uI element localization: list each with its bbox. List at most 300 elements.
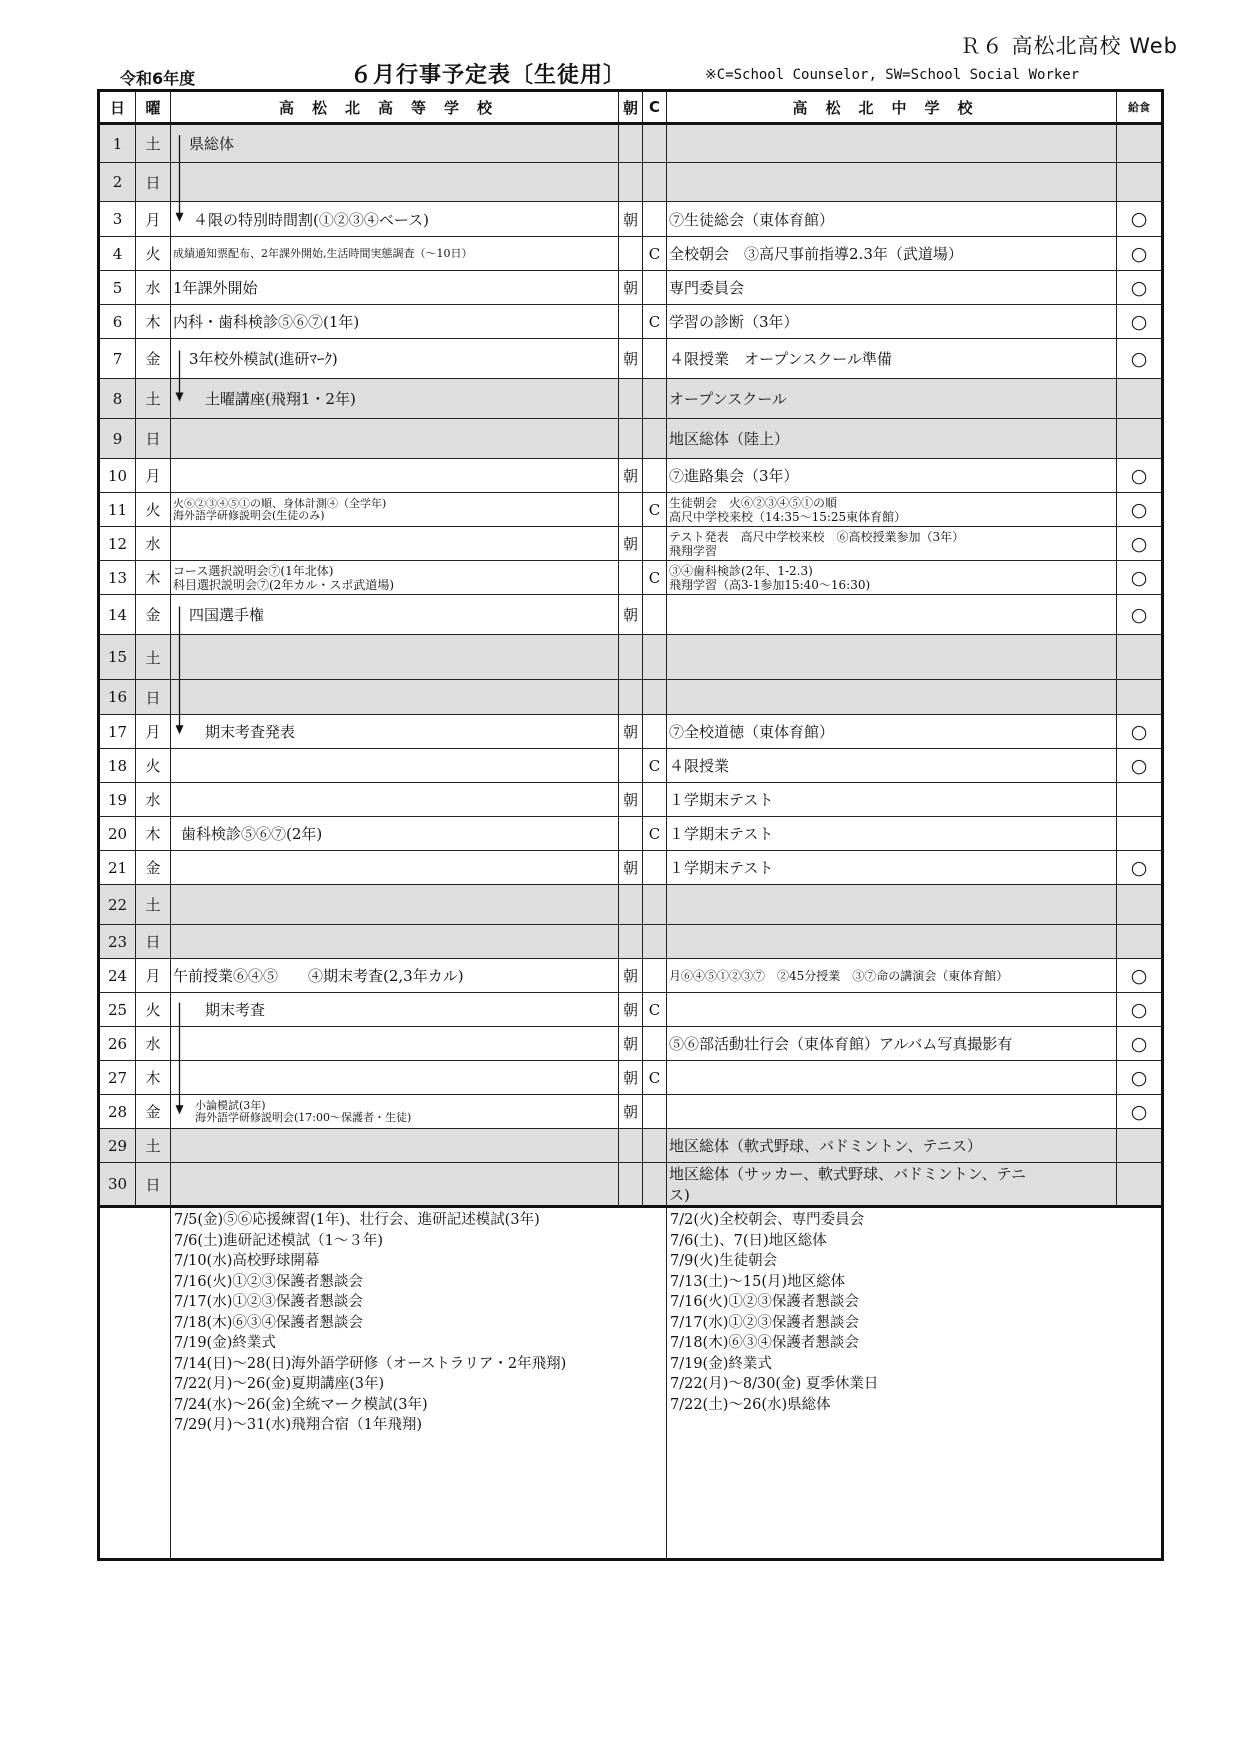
asa-mark: [619, 305, 643, 339]
asa-mark: 朝: [619, 993, 643, 1027]
table-row: [99, 595, 1163, 635]
junior-high-event: [667, 124, 1117, 163]
col-header-c: C: [643, 91, 667, 124]
asa-mark: 朝: [619, 202, 643, 237]
high-school-event: [171, 163, 619, 202]
day-number: 10: [99, 459, 136, 493]
day-number: 12: [99, 527, 136, 561]
high-school-event: [171, 379, 619, 419]
note-line: 7/24(水)～26(金)全統マーク模試(3年): [174, 1396, 428, 1413]
table-row: [99, 237, 1163, 271]
junior-high-event: [667, 561, 1117, 595]
weekday: 日: [136, 925, 171, 959]
weekday: 水: [136, 527, 171, 561]
table-row: [99, 817, 1163, 851]
high-school-event: [171, 1095, 619, 1129]
lunch-mark: [1117, 885, 1163, 925]
event-text: 地区総体（サッカー、軟式野球、バドミントン、テニ: [669, 1165, 1027, 1183]
asa-mark: [619, 419, 643, 459]
junior-high-event: [667, 715, 1117, 749]
event-text: ４限の特別時間割(①②③④ベース): [193, 210, 429, 229]
event-text: 成績通知票配布、2年課外開始,生活時間実態調査（～10日）: [173, 246, 473, 260]
lunch-mark: ○: [1117, 595, 1163, 635]
counselor-mark: [643, 339, 667, 379]
col-header-day: 日: [99, 91, 136, 124]
table-row: [99, 1163, 1163, 1207]
junior-high-event: [667, 749, 1117, 783]
table-row: [99, 202, 1163, 237]
note-line: 7/6(土)、7(日)地区総体: [670, 1232, 827, 1249]
note-line: 7/10(水)高校野球開幕: [174, 1253, 320, 1269]
event-text: 全校朝会 ③高尺事前指導2.3年（武道場）: [669, 245, 963, 263]
asa-mark: [619, 817, 643, 851]
day-number: 19: [99, 783, 136, 817]
asa-mark: [619, 561, 643, 595]
counselor-mark: C: [643, 817, 667, 851]
junior-high-event: [667, 595, 1117, 635]
note-line: 7/16(火)①②③保護者懇談会: [670, 1294, 859, 1310]
note-line: 7/19(金)終業式: [670, 1355, 772, 1372]
table-row: [99, 635, 1163, 680]
counselor-mark: [643, 959, 667, 993]
high-school-event: [171, 851, 619, 885]
event-text: 火⑥②③④⑤①の順、身体計測④（全学年): [173, 496, 387, 510]
day-number: 20: [99, 817, 136, 851]
weekday: 土: [136, 124, 171, 163]
table-row: [99, 1129, 1163, 1163]
high-school-event: [171, 925, 619, 959]
asa-mark: [619, 1163, 643, 1207]
event-text: ⑦生徒総会（東体育館）: [669, 210, 835, 229]
event-text: 海外語学研修説明会(生徒のみ): [173, 508, 325, 522]
counselor-mark: [643, 459, 667, 493]
high-school-event: [171, 595, 619, 635]
counselor-mark: C: [643, 1061, 667, 1095]
note-line: 7/17(水)①②③保護者懇談会: [174, 1294, 363, 1310]
counselor-mark: [643, 202, 667, 237]
day-number: 27: [99, 1061, 136, 1095]
asa-mark: 朝: [619, 1027, 643, 1061]
table-row: [99, 305, 1163, 339]
event-text: ⑤⑥部活動壮行会（東体育館）アルバム写真撮影有: [669, 1035, 1013, 1053]
counselor-mark: C: [643, 993, 667, 1027]
table-row: [99, 851, 1163, 885]
event-text: 1年課外開始: [173, 279, 258, 297]
note-line: 7/19(金)終業式: [174, 1335, 276, 1351]
event-text: 地区総体（陸上）: [669, 430, 790, 448]
day-number: 28: [99, 1095, 136, 1129]
counselor-mark: [643, 271, 667, 305]
event-text: オープンスクール: [669, 390, 787, 408]
high-school-event: [171, 783, 619, 817]
high-school-event: [171, 493, 619, 527]
col-header-weekday: 曜: [136, 91, 171, 124]
lunch-mark: [1117, 635, 1163, 680]
table-row: [99, 993, 1163, 1027]
day-number: 26: [99, 1027, 136, 1061]
event-text: ４限授業: [669, 757, 730, 775]
counselor-mark: [643, 715, 667, 749]
weekday: 金: [136, 851, 171, 885]
weekday: 金: [136, 595, 171, 635]
note-line: 7/22(土)～26(水)県総体: [670, 1396, 831, 1413]
table-header: [99, 91, 1163, 124]
asa-mark: 朝: [619, 783, 643, 817]
counselor-mark: [643, 885, 667, 925]
junior-high-event: [667, 1163, 1117, 1207]
table-row: [99, 339, 1163, 379]
event-text: １学期末テスト: [669, 859, 774, 877]
day-number: 17: [99, 715, 136, 749]
asa-mark: 朝: [619, 1061, 643, 1095]
lunch-mark: ○: [1117, 339, 1163, 379]
high-school-event: [171, 561, 619, 595]
counselor-mark: [643, 419, 667, 459]
asa-mark: [619, 493, 643, 527]
event-text: 3年校外模試(進研ﾏｰｸ): [189, 350, 338, 368]
lunch-mark: [1117, 163, 1163, 202]
lunch-mark: ○: [1117, 1061, 1163, 1095]
weekday: 月: [136, 715, 171, 749]
lunch-mark: [1117, 1129, 1163, 1163]
asa-mark: 朝: [619, 715, 643, 749]
legend-note: ※C=School Counselor, SW=School Social Worker: [705, 67, 1080, 83]
weekday: 火: [136, 993, 171, 1027]
web-label: Ｒ６ 高松北高校 Web: [959, 34, 1178, 58]
lunch-mark: ○: [1117, 202, 1163, 237]
event-text: １学期末テスト: [669, 791, 774, 809]
junior-high-event: [667, 237, 1117, 271]
counselor-mark: [643, 851, 667, 885]
note-line: 7/29(月)～31(水)飛翔合宿（1年飛翔): [174, 1417, 423, 1433]
table-row: [99, 163, 1163, 202]
event-text: テスト発表 高尺中学校来校 ⑥高校授業参加（3年）: [669, 529, 965, 544]
day-number: 3: [99, 202, 136, 237]
asa-mark: [619, 885, 643, 925]
day-number: 8: [99, 379, 136, 419]
counselor-mark: [643, 1163, 667, 1207]
junior-high-event: [667, 1027, 1117, 1061]
lunch-mark: ○: [1117, 493, 1163, 527]
day-number: 11: [99, 493, 136, 527]
table-row: [99, 527, 1163, 561]
lunch-mark: ○: [1117, 305, 1163, 339]
lunch-mark: ○: [1117, 715, 1163, 749]
event-text: ⑦全校道徳（東体育館）: [669, 723, 835, 741]
event-text: 専門委員会: [669, 279, 745, 297]
weekday: 金: [136, 1095, 171, 1129]
counselor-mark: [643, 1027, 667, 1061]
lunch-mark: ○: [1117, 749, 1163, 783]
weekday: 木: [136, 305, 171, 339]
day-number: 15: [99, 635, 136, 680]
notes-spacer: [99, 1207, 171, 1560]
junior-high-event: [667, 305, 1117, 339]
table-row: [99, 561, 1163, 595]
table-row: [99, 1027, 1163, 1061]
weekday: 木: [136, 561, 171, 595]
event-text: 学習の診断（3年）: [669, 313, 799, 331]
table-row: [99, 680, 1163, 715]
note-line: 7/17(水)①②③保護者懇談会: [670, 1314, 859, 1331]
weekday: 火: [136, 493, 171, 527]
high-school-event: [171, 1061, 619, 1095]
high-school-event: [171, 749, 619, 783]
weekday: 日: [136, 163, 171, 202]
counselor-mark: [643, 635, 667, 680]
lunch-mark: ○: [1117, 561, 1163, 595]
weekday: 木: [136, 1061, 171, 1095]
weekday: 土: [136, 885, 171, 925]
note-line: 7/22(月)～26(金)夏期講座(3年): [174, 1376, 385, 1392]
note-line: 7/18(木)⑥③④保護者懇談会: [670, 1335, 859, 1351]
high-school-event: [171, 202, 619, 237]
high-school-event: [171, 271, 619, 305]
high-school-event: [171, 885, 619, 925]
asa-mark: [619, 680, 643, 715]
lunch-mark: ○: [1117, 993, 1163, 1027]
notes-row: [99, 1207, 1163, 1560]
high-school-event: [171, 1163, 619, 1207]
weekday: 水: [136, 783, 171, 817]
day-number: 23: [99, 925, 136, 959]
high-school-event: [171, 237, 619, 271]
high-school-event: [171, 1027, 619, 1061]
page-title: ６月行事予定表〔生徒用〕: [350, 63, 627, 88]
event-text: 期末考査発表: [205, 723, 296, 741]
counselor-mark: [643, 1129, 667, 1163]
event-text: 科目選択説明会⑦(2年カル・スポ武道場): [173, 577, 394, 592]
asa-mark: 朝: [619, 271, 643, 305]
note-line: 7/13(土)～15(月)地区総体: [670, 1273, 846, 1290]
note-line: 7/14(日)～28(日)海外語学研修（オーストラリア・2年飛翔): [174, 1355, 567, 1372]
lunch-mark: ○: [1117, 851, 1163, 885]
table-row: [99, 783, 1163, 817]
asa-mark: [619, 925, 643, 959]
day-number: 6: [99, 305, 136, 339]
event-text: 内科・歯科検診⑤⑥⑦(1年): [173, 313, 360, 331]
counselor-mark: [643, 783, 667, 817]
table-row: [99, 271, 1163, 305]
asa-mark: [619, 237, 643, 271]
col-header-high-school: 高松北高等学校: [171, 91, 619, 124]
high-school-event: [171, 527, 619, 561]
high-school-notes: [171, 1207, 667, 1560]
asa-mark: 朝: [619, 1095, 643, 1129]
weekday: 土: [136, 1129, 171, 1163]
high-school-event: [171, 680, 619, 715]
event-text: 海外語学研修説明会(17:00～保護者・生徒): [195, 1110, 412, 1124]
lunch-mark: ○: [1117, 959, 1163, 993]
day-number: 5: [99, 271, 136, 305]
table-row: [99, 459, 1163, 493]
note-line: 7/2(火)全校朝会、専門委員会: [670, 1212, 865, 1228]
day-number: 21: [99, 851, 136, 885]
event-text: 月⑥④⑤①②③⑦ ②45分授業 ③⑦命の講演会（東体育館）: [669, 968, 1009, 983]
weekday: 水: [136, 271, 171, 305]
counselor-mark: [643, 680, 667, 715]
day-number: 4: [99, 237, 136, 271]
note-line: 7/5(金)⑤⑥応援練習(1年)、壮行会、進研記述模試(3年): [174, 1212, 540, 1228]
junior-high-event: [667, 339, 1117, 379]
asa-mark: [619, 749, 643, 783]
high-school-event: [171, 635, 619, 680]
junior-high-event: [667, 379, 1117, 419]
counselor-mark: [643, 527, 667, 561]
counselor-mark: C: [643, 561, 667, 595]
asa-mark: 朝: [619, 595, 643, 635]
note-line: 7/6(土)進研記述模試（1～３年): [174, 1232, 384, 1249]
note-line: 7/22(月)～8/30(金) 夏季休業日: [670, 1376, 879, 1392]
weekday: 火: [136, 749, 171, 783]
counselor-mark: [643, 925, 667, 959]
day-number: 1: [99, 124, 136, 163]
day-number: 22: [99, 885, 136, 925]
lunch-mark: ○: [1117, 1095, 1163, 1129]
event-text: 四国選手権: [189, 606, 265, 624]
high-school-event: [171, 817, 619, 851]
junior-high-event: [667, 635, 1117, 680]
weekday: 火: [136, 237, 171, 271]
junior-high-event: [667, 885, 1117, 925]
weekday: 日: [136, 1163, 171, 1207]
table-row: [99, 925, 1163, 959]
lunch-mark: [1117, 379, 1163, 419]
lunch-mark: [1117, 817, 1163, 851]
event-text: 高尺中学校来校（14:35～15:25東体育館）: [669, 509, 907, 524]
table-row: [99, 885, 1163, 925]
note-line: 7/18(木)⑥③④保護者懇談会: [174, 1314, 363, 1331]
weekday: 日: [136, 680, 171, 715]
high-school-event: [171, 1129, 619, 1163]
event-text: 歯科検診⑤⑥⑦(2年): [181, 825, 323, 843]
event-text: コース選択説明会⑦(1年北体): [173, 563, 334, 578]
junior-high-event: [667, 817, 1117, 851]
weekday: 土: [136, 635, 171, 680]
asa-mark: [619, 163, 643, 202]
counselor-mark: [643, 1095, 667, 1129]
weekday: 水: [136, 1027, 171, 1061]
junior-high-event: [667, 527, 1117, 561]
junior-high-event: [667, 163, 1117, 202]
asa-mark: [619, 1129, 643, 1163]
event-text: 県総体: [189, 135, 235, 153]
junior-high-event: [667, 993, 1117, 1027]
table-row: [99, 1061, 1163, 1095]
counselor-mark: [643, 595, 667, 635]
junior-high-notes: [667, 1207, 1163, 1560]
table-row: [99, 493, 1163, 527]
day-number: 24: [99, 959, 136, 993]
event-text: 期末考査: [205, 1001, 266, 1019]
high-school-event: [171, 459, 619, 493]
counselor-mark: C: [643, 237, 667, 271]
asa-mark: 朝: [619, 959, 643, 993]
lunch-mark: ○: [1117, 527, 1163, 561]
asa-mark: 朝: [619, 339, 643, 379]
junior-high-event: [667, 459, 1117, 493]
counselor-mark: C: [643, 493, 667, 527]
day-number: 2: [99, 163, 136, 202]
day-number: 29: [99, 1129, 136, 1163]
high-school-event: [171, 419, 619, 459]
table-row: [99, 379, 1163, 419]
event-text: 小論模試(3年): [195, 1098, 266, 1112]
lunch-mark: [1117, 680, 1163, 715]
weekday: 日: [136, 419, 171, 459]
counselor-mark: C: [643, 305, 667, 339]
event-text: ③④歯科検診(2年、1-2.3): [669, 563, 813, 578]
schedule-table: [97, 89, 1164, 1561]
counselor-mark: [643, 124, 667, 163]
col-header-lunch: 給食: [1117, 91, 1163, 124]
day-number: 30: [99, 1163, 136, 1207]
junior-high-event: [667, 419, 1117, 459]
counselor-mark: [643, 163, 667, 202]
asa-mark: [619, 379, 643, 419]
high-school-event: [171, 305, 619, 339]
lunch-mark: [1117, 124, 1163, 163]
event-text: ス): [669, 1186, 690, 1204]
weekday: 金: [136, 339, 171, 379]
table-row: [99, 715, 1163, 749]
lunch-mark: [1117, 419, 1163, 459]
high-school-event: [171, 959, 619, 993]
junior-high-event: [667, 1095, 1117, 1129]
weekday: 月: [136, 202, 171, 237]
junior-high-event: [667, 925, 1117, 959]
weekday: 月: [136, 459, 171, 493]
counselor-mark: [643, 379, 667, 419]
junior-high-event: [667, 851, 1117, 885]
col-header-asa: 朝: [619, 91, 643, 124]
asa-mark: 朝: [619, 459, 643, 493]
junior-high-event: [667, 493, 1117, 527]
fiscal-year-label: 令和6年度: [120, 69, 196, 88]
junior-high-event: [667, 783, 1117, 817]
junior-high-event: [667, 271, 1117, 305]
lunch-mark: ○: [1117, 237, 1163, 271]
day-number: 18: [99, 749, 136, 783]
event-text: １学期末テスト: [669, 825, 774, 843]
col-header-junior-high: 高松北中学校: [667, 91, 1117, 124]
weekday: 木: [136, 817, 171, 851]
table-row: [99, 749, 1163, 783]
high-school-event: [171, 715, 619, 749]
asa-mark: 朝: [619, 527, 643, 561]
event-text: 生徒朝会 火⑥②③④⑤①の順: [669, 495, 838, 510]
event-text: ４限授業 オープンスクール準備: [669, 350, 892, 368]
day-number: 14: [99, 595, 136, 635]
asa-mark: [619, 635, 643, 680]
junior-high-event: [667, 959, 1117, 993]
table-row: [99, 419, 1163, 459]
lunch-mark: ○: [1117, 271, 1163, 305]
table-row: [99, 959, 1163, 993]
junior-high-event: [667, 1061, 1117, 1095]
counselor-mark: C: [643, 749, 667, 783]
table-row: [99, 1095, 1163, 1129]
asa-mark: [619, 124, 643, 163]
lunch-mark: [1117, 783, 1163, 817]
event-text: 土曜講座(飛翔1・2年): [205, 390, 356, 408]
day-number: 16: [99, 680, 136, 715]
junior-high-event: [667, 202, 1117, 237]
event-text: 飛翔学習（高3-1参加15:40～16:30): [669, 577, 871, 592]
event-text: 午前授業⑥④⑤ ④期末考査(2,3年カル): [173, 967, 464, 985]
lunch-mark: ○: [1117, 1027, 1163, 1061]
weekday: 土: [136, 379, 171, 419]
